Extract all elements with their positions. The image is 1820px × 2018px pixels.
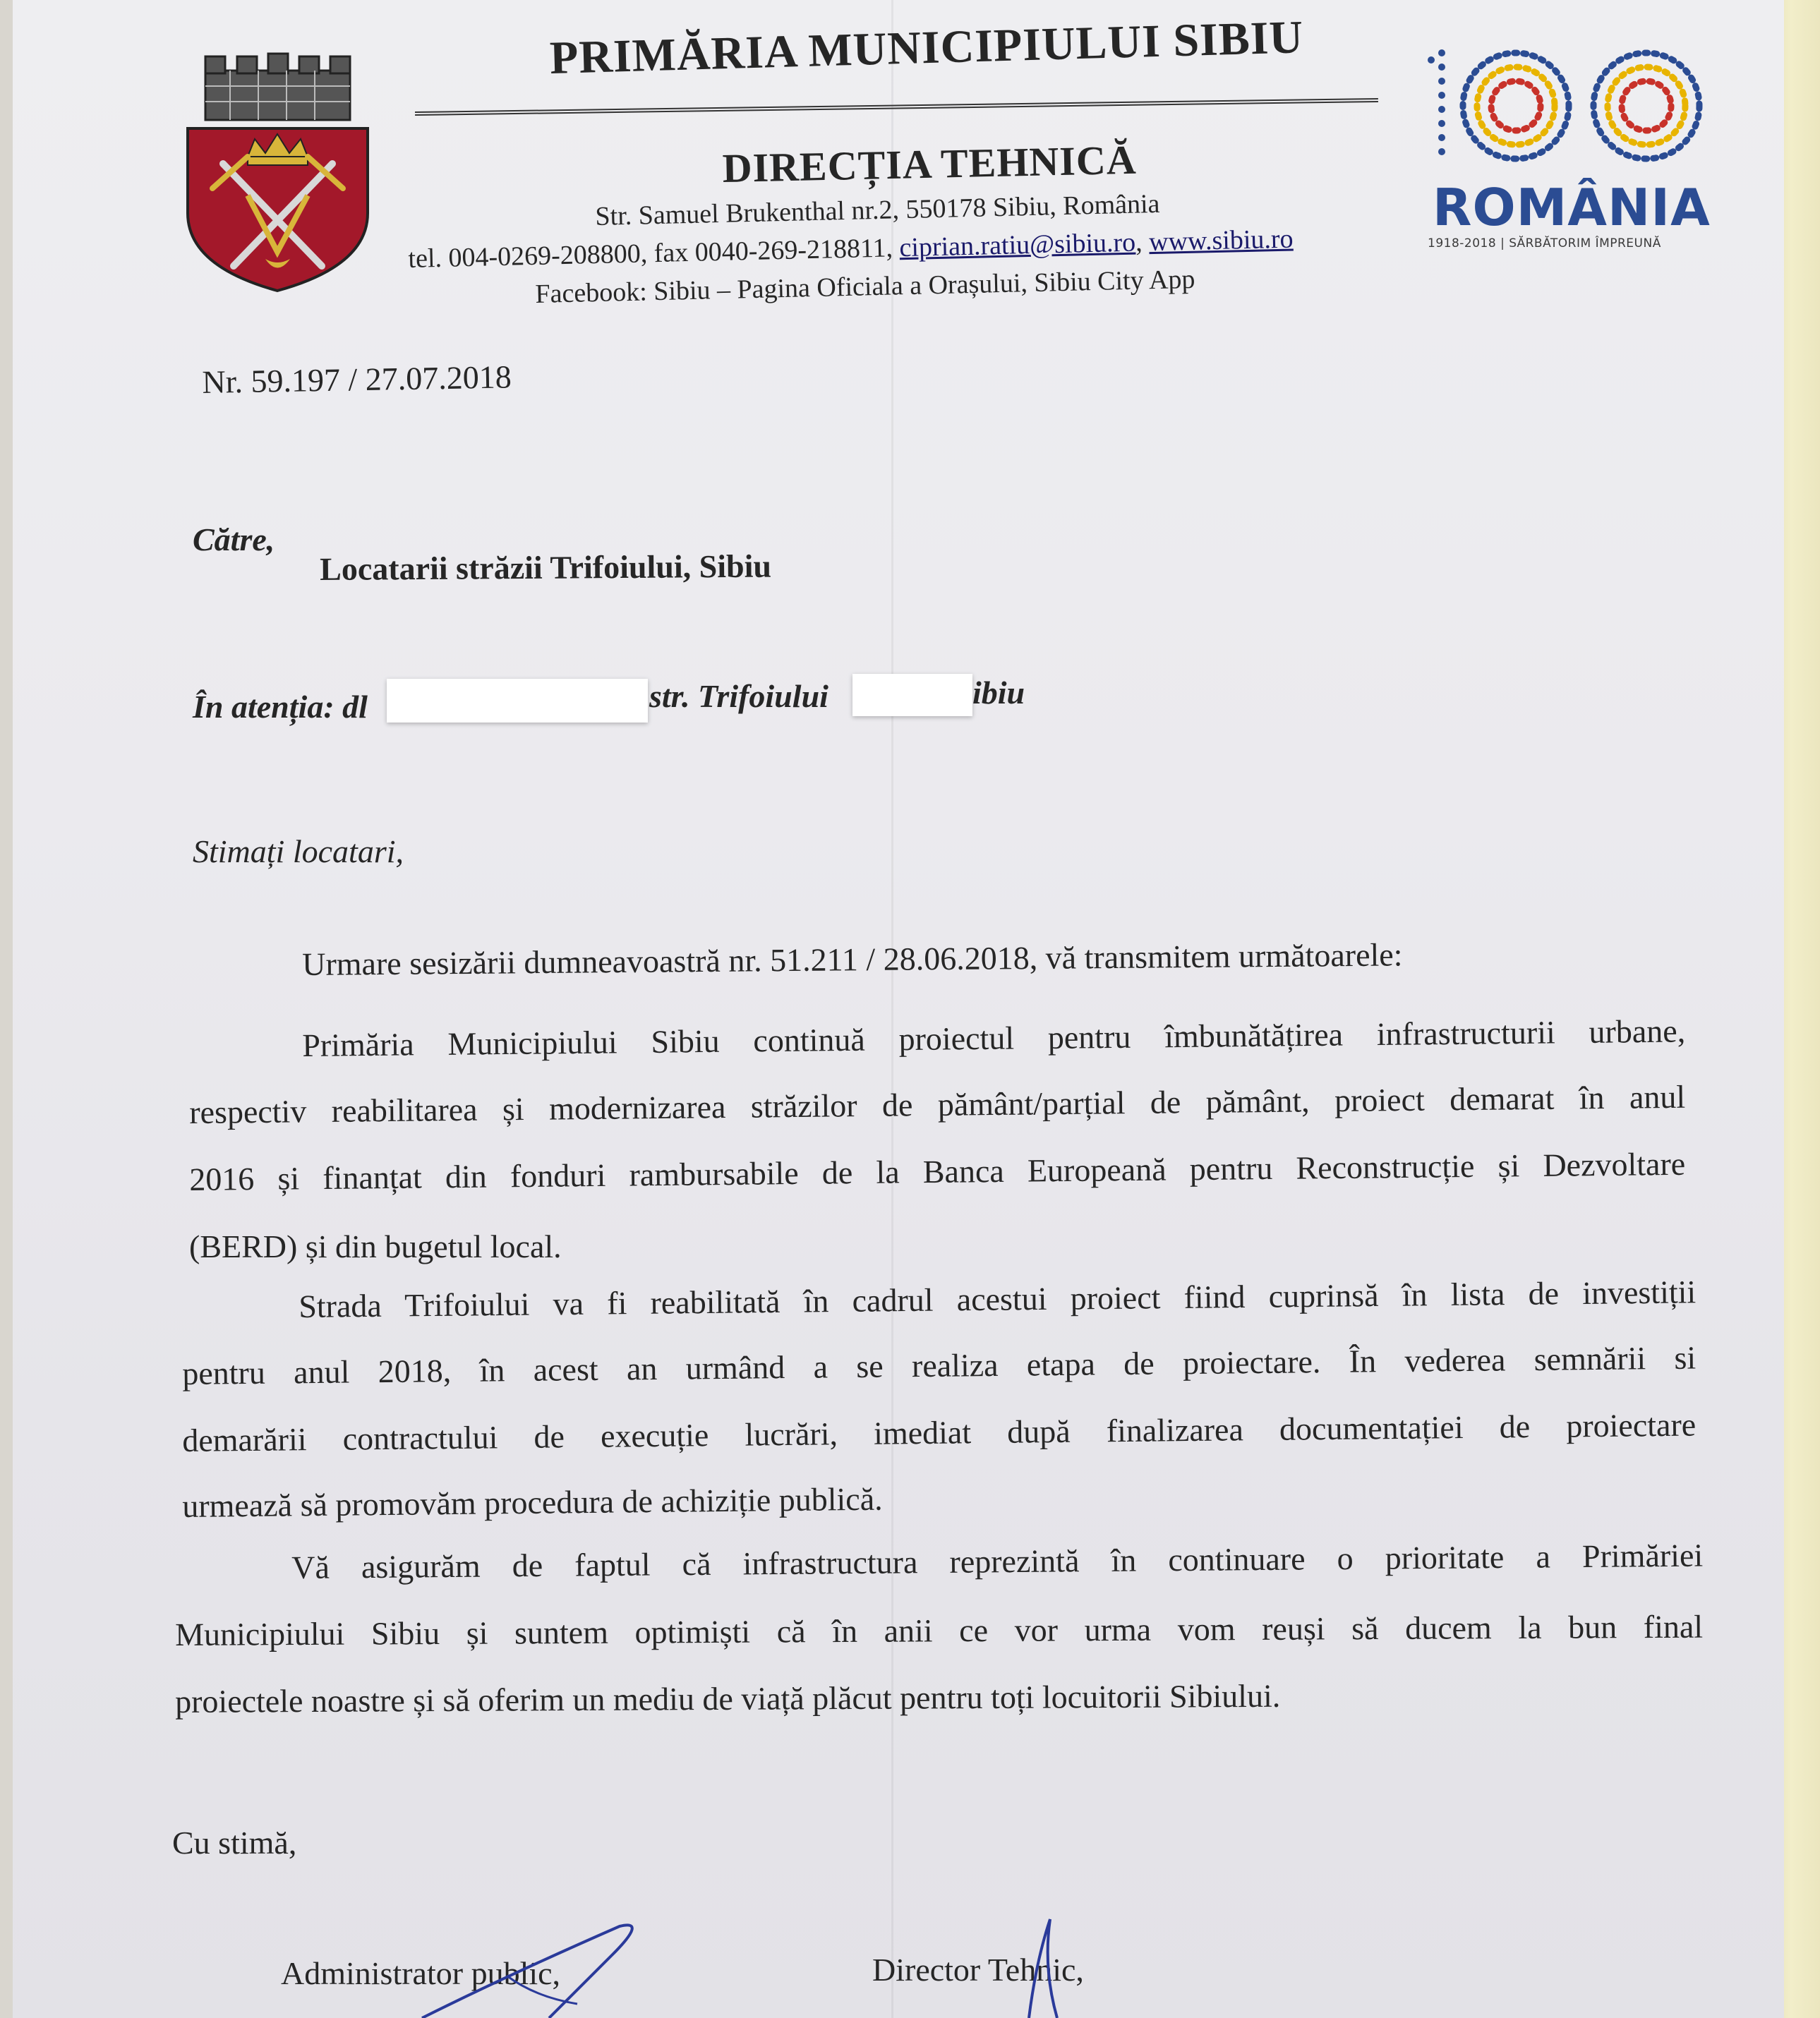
department-title: DIRECȚIA TEHNICĂ bbox=[722, 136, 1138, 191]
greeting: Stimați locatari, bbox=[193, 833, 404, 869]
recipient: Locatarii străzii Trifoiului, Sibiu bbox=[320, 548, 772, 587]
to-label: Către, bbox=[193, 521, 275, 557]
paragraph-line: Municipiului Sibiu și suntem optimiști că în anii ce vor urma vom reuși să ducem la bun final bbox=[175, 1608, 1704, 1653]
contact-phone-fax: tel. 004-0269-208800, fax 0040-269-218811, bbox=[408, 233, 893, 274]
paragraph-line: pentru anul 2018, în acest an urmând a se realiza etapa de proiectare. În vederea semnării si bbox=[182, 1339, 1697, 1391]
contact-separator: , bbox=[1135, 227, 1143, 258]
paragraph-line: proiectele noastre și să oferim un mediu de viață plăcut pentru toți locuitorii Sibiului. bbox=[175, 1677, 1281, 1720]
paragraph-line: Vă asigurăm de faptul că infrastructura reprezintă în continuare o prioritate a Primăriei bbox=[291, 1537, 1704, 1585]
social-line: Facebook: Sibiu – Pagina Oficiala a Orașului, Sibiu City App bbox=[535, 264, 1195, 309]
address-line: Str. Samuel Brukenthal nr.2, 550178 Sibiu, România bbox=[595, 188, 1160, 231]
paragraph-intro: Urmare sesizării dumneavoastră nr. 51.211 / 28.06.2018, vă transmitem următoarele: bbox=[302, 936, 1403, 982]
paragraph-line: 2016 și finanțat din fonduri rambursabile de la Banca Europeană pentru Reconstrucție și Dezvoltare bbox=[189, 1145, 1686, 1197]
institution-title: PRIMĂRIA MUNICIPIULUI SIBIU bbox=[549, 11, 1305, 84]
document-number: Nr. 59.197 / 27.07.2018 bbox=[202, 358, 512, 400]
paragraph-line: demarării contractului de execuție lucrări, imediat după finalizarea documentației de proiectare bbox=[182, 1406, 1697, 1458]
paragraph-line: respectiv reabilitarea și modernizarea străzilor de pământ/parțial de pământ, proiect demarat în anul bbox=[189, 1078, 1686, 1130]
logo-romania-text: ROMÂNIA bbox=[1433, 178, 1711, 237]
letter-page bbox=[13, 0, 1784, 2018]
signatory-left: Administrator public, bbox=[281, 1955, 561, 1991]
paragraph-line: urmează să promovăm procedura de achiziție publică. bbox=[182, 1480, 883, 1524]
signatory-right: Director Tehnic, bbox=[872, 1952, 1084, 1988]
attention-prefix: În atenția: dl bbox=[193, 689, 368, 725]
sibiu-coat-of-arms-icon bbox=[181, 51, 375, 294]
attention-city: ibiu bbox=[972, 675, 1025, 711]
logo-tagline: 1918-2018 | SĂRBĂTORIM ÎMPREUNĂ bbox=[1428, 236, 1661, 250]
redacted-house-number bbox=[852, 674, 972, 716]
paragraph-line: (BERD) și din bugetul local. bbox=[189, 1228, 562, 1264]
attention-street: str. Trifoiului bbox=[649, 678, 828, 714]
paragraph-line: Primăria Municipiului Sibiu continuă proiectul pentru îmbunătățirea infrastructurii urbane, bbox=[302, 1013, 1686, 1063]
website-link[interactable]: www.sibiu.ro bbox=[1148, 224, 1294, 258]
title-divider bbox=[415, 98, 1378, 116]
email-link[interactable]: ciprian.ratiu@sibiu.ro bbox=[899, 227, 1136, 263]
redacted-name bbox=[387, 679, 648, 723]
closing: Cu stimă, bbox=[172, 1825, 297, 1861]
paragraph-line: Strada Trifoiului va fi reabilitată în cadrul acestui proiect fiind cuprinsă în lista de investiții bbox=[299, 1274, 1697, 1324]
